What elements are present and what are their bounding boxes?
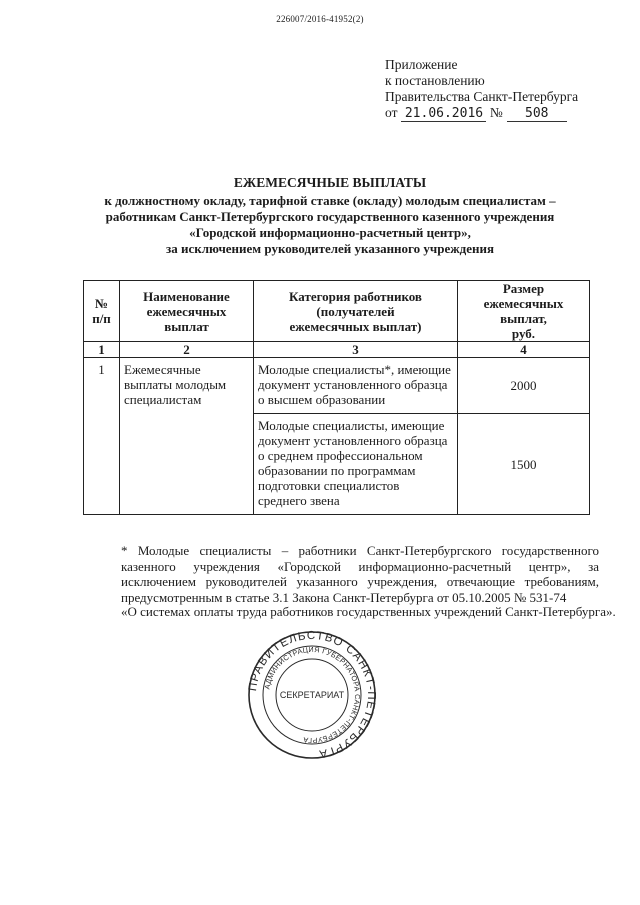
column-number-row (84, 342, 590, 358)
appendix-date-line (385, 105, 578, 122)
resolution-number: 508 (507, 107, 567, 122)
date-prefix: от (385, 105, 398, 120)
stamp-center-text: СЕКРЕТАРИАТ (279, 690, 345, 700)
appendix-line-2: к постановлению (385, 73, 485, 88)
document-title (70, 175, 590, 257)
row-number: 1 (84, 358, 120, 515)
header-num: № п/п (84, 281, 120, 342)
table-row (84, 358, 590, 414)
footnote: * Молодые специалисты – работники Санкт-Петербургского государственного казенного учреждения «Городской информационно-расчетный центр», за исключением руководителей указанного учреждения, отвечающие требованиям, предусмотренным в статье 3.1 Закона Санкт-Петербурга от 05.10.2005 № 531-74 (121, 543, 599, 605)
header-size: Размер ежемесячных выплат, руб. (458, 281, 590, 342)
stamp-inner-text: АДМИНИСТРАЦИЯ ГУБЕРНАТОРА САНКТ-ПЕТЕРБУРГА (262, 644, 363, 746)
secretariat-stamp (247, 630, 377, 760)
worker-category: Молодые специалисты*, имеющие документ установленного образца о высшем образовании (254, 358, 458, 414)
worker-category: Молодые специалисты, имеющие документ установленного образца о среднем профессиональном образовании по программам подготовки специалистов среднего звена (254, 414, 458, 515)
table-header-row (84, 281, 590, 342)
column-number: 4 (458, 342, 590, 358)
header-name: Наименование ежемесячных выплат (120, 281, 254, 342)
footnote-last-line: «О системах оплаты труда работников государственных учреждений Санкт-Петербурга». (121, 604, 616, 619)
payments-table (83, 280, 590, 515)
title-line-2: к должностному окладу, тарифной ставке (окладу) молодым специалистам – (104, 193, 556, 208)
stamp-outer-text: ПРАВИТЕЛЬСТВО САНКТ-ПЕТЕРБУРГА (247, 630, 377, 760)
number-prefix: № (489, 105, 503, 120)
column-number: 2 (120, 342, 254, 358)
column-number: 1 (84, 342, 120, 358)
payment-name: Ежемесячные выплаты молодым специалистам (120, 358, 254, 515)
column-number: 3 (254, 342, 458, 358)
payment-size: 1500 (458, 414, 590, 515)
title-line-5: за исключением руководителей указанного учреждения (166, 241, 494, 256)
title-line-3: работникам Санкт-Петербургского государственного казенного учреждения (105, 209, 555, 224)
title-line-4: «Городской информационно-расчетный центр», (189, 225, 471, 240)
appendix-line-3: Правительства Санкт-Петербурга (385, 89, 579, 104)
appendix-block (385, 57, 578, 122)
payment-size: 2000 (458, 358, 590, 414)
resolution-date: 21.06.2016 (401, 107, 486, 122)
title-line-1: ЕЖЕМЕСЯЧНЫЕ ВЫПЛАТЫ (233, 175, 427, 190)
stamp-seal-icon (247, 630, 377, 760)
document-registration-id: 226007/2016-41952(2) (276, 14, 364, 24)
header-category: Категория работников (получателей ежемесячных выплат) (254, 281, 458, 342)
appendix-line-1: Приложение (385, 57, 458, 72)
